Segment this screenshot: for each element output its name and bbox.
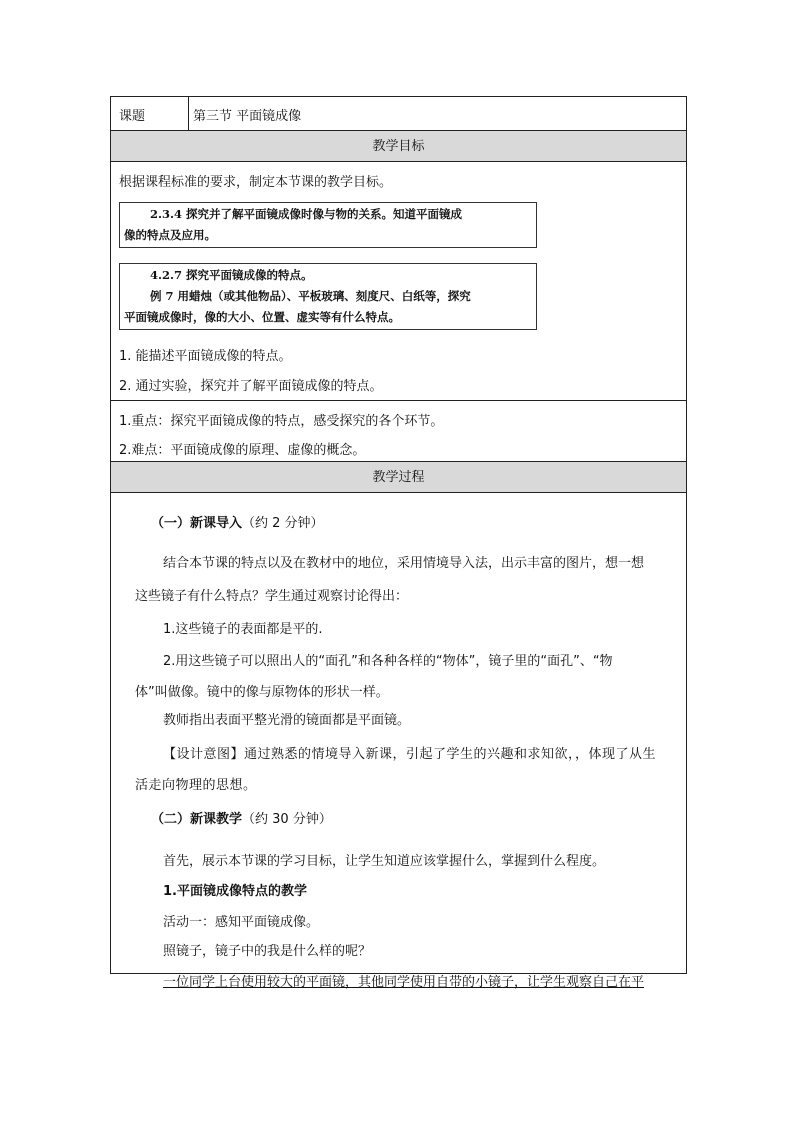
goals-cell [111,162,686,401]
goal-1: 1. 能描述平面镜成像的特点。 [119,349,292,364]
goals-intro: 根据课程标准的要求，制定本节课的教学目标。 [119,175,393,190]
standard-1-line-2: 像的特点及应用。 [124,228,216,242]
standard-1-line-1: 2.3.4 探究并了解平面镜成像时像与物的关系。知道平面镜成 [150,207,463,221]
topic-value: 第三节 平面镜成像 [193,109,302,124]
design-intent-line-1: 【设计意图】通过熟悉的情境导入新课，引起了学生的兴趣和求知欲，，体现了从生 [163,747,657,762]
standard-2-line-1: 4.2.7 探究平面镜成像的特点。 [150,268,313,282]
part2-heading [151,808,332,827]
intro-para-line-1: 结合本节课的特点以及在教材中的地位，采用情境导入法，出示丰富的图片，想一想 [163,556,645,571]
difficulty-point: 2.难点：平面镜成像的原理、虚像的概念。 [119,443,366,458]
activity-1: 活动一：感知平面镜成像。 [163,915,320,930]
activity-description: 一位同学上台使用较大的平面镜，其他同学使用自带的小镜子，让学生观察自己在平 [163,975,645,990]
design-intent-line-2: 活走向物理的思想。 [135,778,257,793]
intro-para-line-2: 这些镜子有什么特点？学生通过观察讨论得出： [135,589,409,604]
observation-1: 1.这些镜子的表面都是平的. [163,622,323,637]
observation-2-line-2: 体”叫做像。镜中的像与原物体的形状一样。 [135,685,389,700]
part1-heading-bold: （一）新课导入 [151,516,243,531]
goals-heading: 教学目标 [111,131,686,162]
part1-heading [151,512,324,531]
title-row [111,97,686,131]
part2-heading-rest: （约 30 分钟） [242,812,332,827]
teacher-note: 教师指出表面平整光滑的镜面都是平面镜。 [163,713,411,728]
standard-box-1 [119,202,537,248]
standard-2-line-3: 平面镜成像时，像的大小、位置、虚实等有什么特点。 [124,310,400,324]
process-cell [111,493,686,990]
mirror-question: 照镜子，镜子中的我是什么样的呢？ [163,944,372,959]
part2-heading-bold: （二）新课教学 [151,812,243,827]
topic-label: 课题 [111,97,189,130]
keypoints-cell [111,401,686,462]
teaching-intro: 首先，展示本节课的学习目标，让学生知道应该掌握什么，掌握到什么程度。 [163,854,606,869]
process-heading: 教学过程 [111,462,686,493]
standard-box-2 [119,263,537,330]
part1-heading-rest: （约 2 分钟） [242,516,324,531]
observation-2-line-1: 2.用这些镜子可以照出人的“面孔”和各种各样的“物体”，镜子里的“面孔”、“物 [163,654,613,669]
lesson-plan-table [110,96,687,990]
goal-2: 2. 通过实验，探究并了解平面镜成像的特点。 [119,379,383,394]
subsection-1-heading: 1.平面镜成像特点的教学 [163,884,307,899]
standard-2-line-2: 例 7 用蜡烛（或其他物品）、平板玻璃、刻度尺、白纸等，探究 [150,289,471,303]
focus-point: 1.重点：探究平面镜成像的特点，感受探究的各个环节。 [119,414,444,429]
